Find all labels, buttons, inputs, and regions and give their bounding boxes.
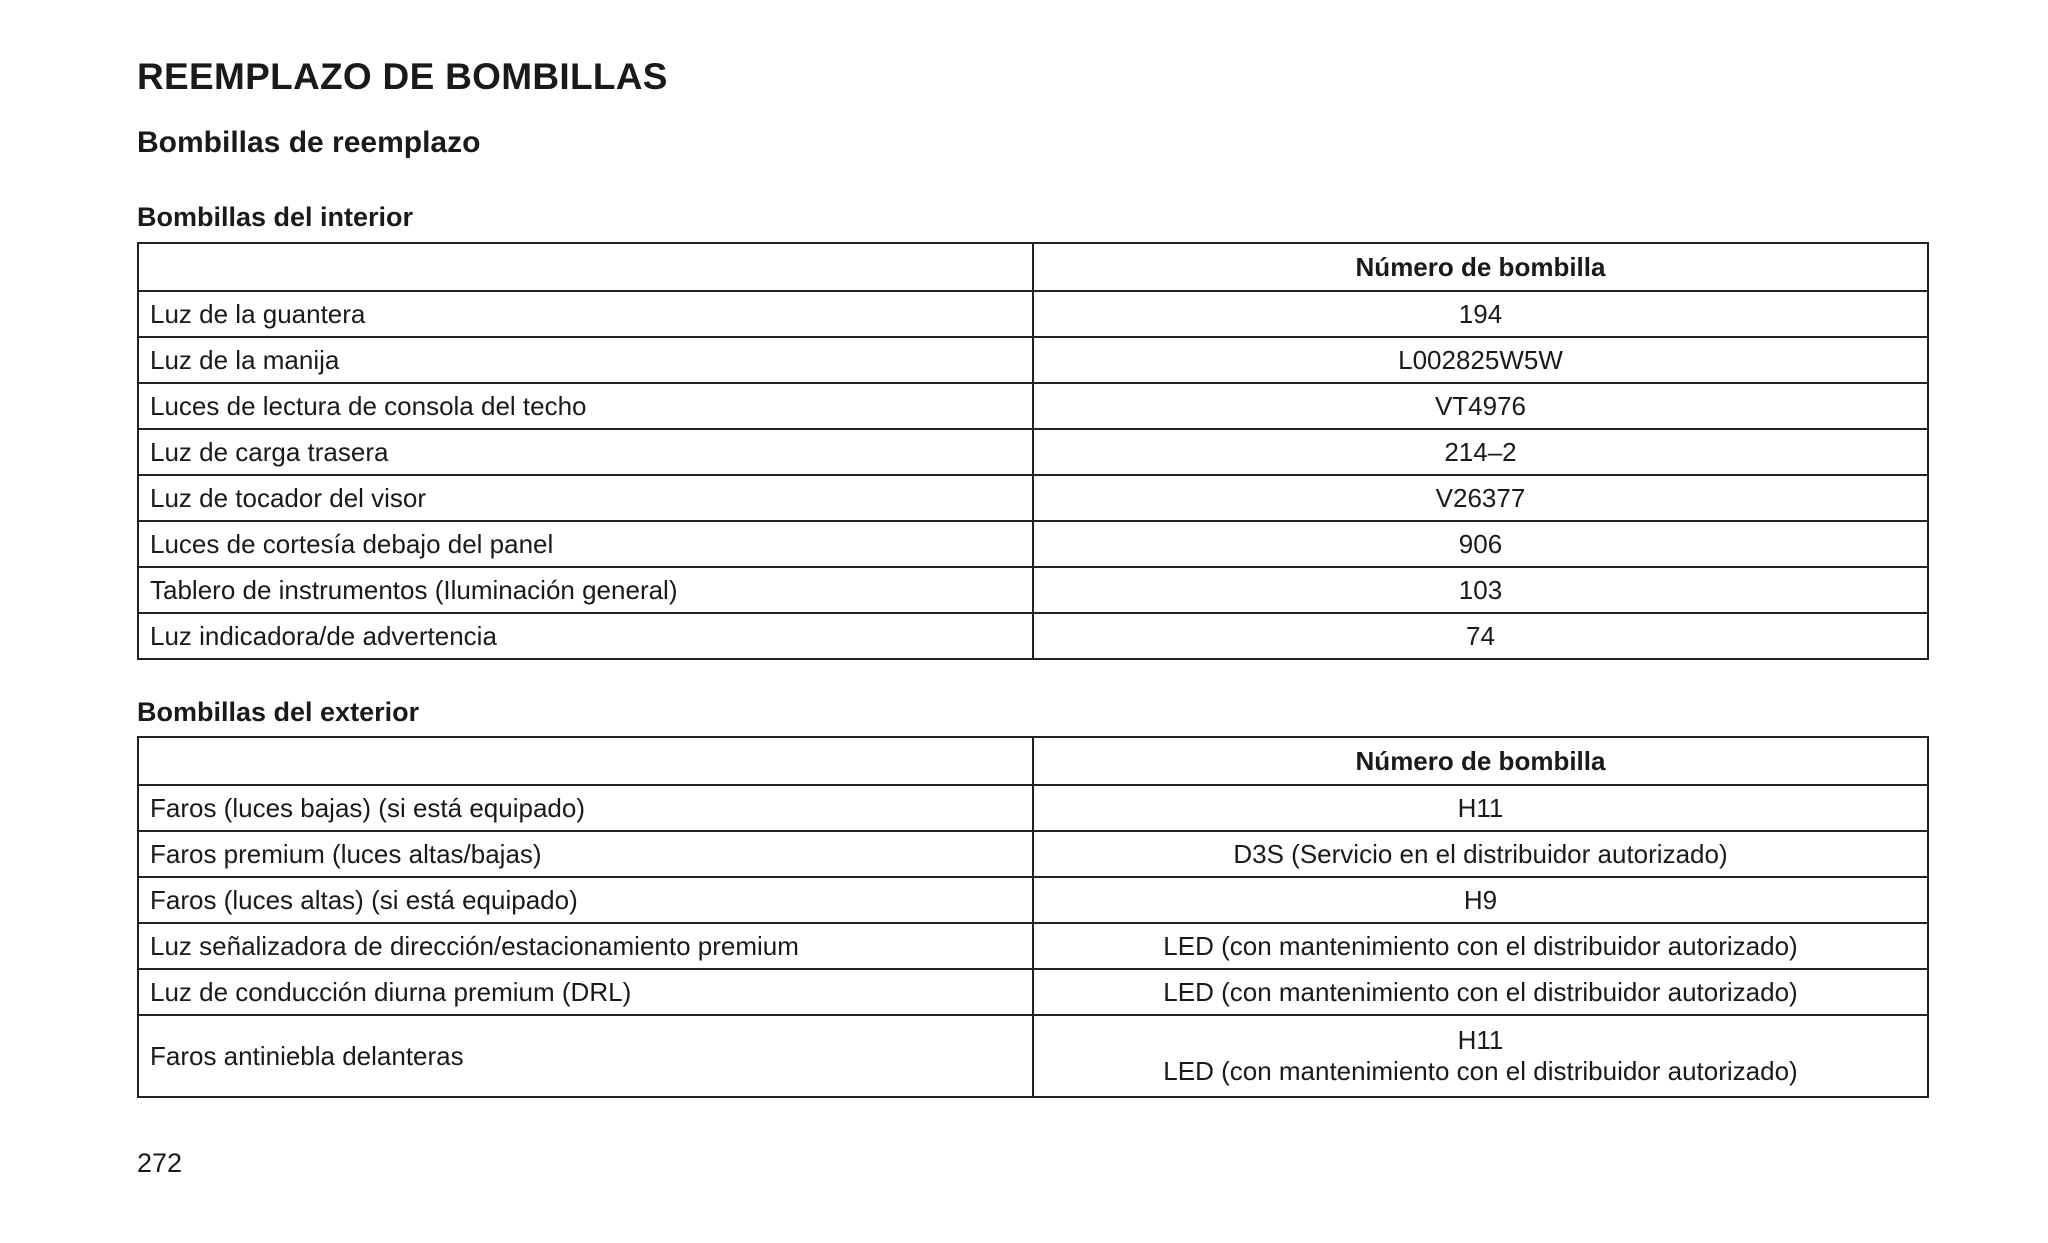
bulb-name-cell: Luces de lectura de consola del techo — [138, 383, 1033, 429]
bulb-name-cell: Luz de la manija — [138, 337, 1033, 383]
table-row — [138, 521, 1928, 567]
bulb-number-line: LED (con mantenimiento con el distribuidor autorizado) — [1163, 1056, 1798, 1086]
table-row — [138, 613, 1928, 659]
table-row — [138, 831, 1928, 877]
bulb-name-cell: Luz de tocador del visor — [138, 475, 1033, 521]
table-row — [138, 923, 1928, 969]
bulb-name-cell: Luz indicadora/de advertencia — [138, 613, 1033, 659]
bulb-number-cell: H9 — [1033, 877, 1928, 923]
column-header-bulb-number: Número de bombilla — [1033, 737, 1928, 785]
bulb-number-cell: 906 — [1033, 521, 1928, 567]
column-header-item — [138, 737, 1033, 785]
bulb-number-cell: 103 — [1033, 567, 1928, 613]
table-row — [138, 1015, 1928, 1097]
bulb-number-cell: 194 — [1033, 291, 1928, 337]
bulb-number-cell: 74 — [1033, 613, 1928, 659]
table-row — [138, 785, 1928, 831]
bulb-number-cell: V26377 — [1033, 475, 1928, 521]
bulb-number-cell: L002825W5W — [1033, 337, 1928, 383]
table-row — [138, 567, 1928, 613]
bulb-name-cell: Luz de conducción diurna premium (DRL) — [138, 969, 1033, 1015]
table-row — [138, 475, 1928, 521]
bulb-number-cell: D3S (Servicio en el distribuidor autorizado) — [1033, 831, 1928, 877]
bulb-number-cell: H11 — [1033, 785, 1928, 831]
bulb-number-cell: 214–2 — [1033, 429, 1928, 475]
interior-section-heading: Bombillas del interior — [137, 202, 414, 232]
bulb-number-cell: LED (con mantenimiento con el distribuidor autorizado) — [1033, 923, 1928, 969]
interior-bulbs-table — [137, 242, 1929, 660]
bulb-name-cell: Luz de la guantera — [138, 291, 1033, 337]
bulb-name-cell: Luces de cortesía debajo del panel — [138, 521, 1033, 567]
table-header-row — [138, 243, 1928, 291]
bulb-number-line: H11 — [1457, 1025, 1504, 1055]
table-row — [138, 291, 1928, 337]
column-header-item — [138, 243, 1033, 291]
bulb-name-cell: Faros premium (luces altas/bajas) — [138, 831, 1033, 877]
bulb-name-cell: Luz de carga trasera — [138, 429, 1033, 475]
table-header-row — [138, 737, 1928, 785]
table-row — [138, 429, 1928, 475]
exterior-bulbs-table — [137, 736, 1929, 1098]
bulb-number-cell: LED (con mantenimiento con el distribuidor autorizado) — [1033, 969, 1928, 1015]
bulb-name-cell: Tablero de instrumentos (Iluminación general) — [138, 567, 1033, 613]
page-subtitle: Bombillas de reemplazo — [137, 126, 481, 159]
bulb-number-cell: VT4976 — [1033, 383, 1928, 429]
bulb-name-cell: Faros (luces altas) (si está equipado) — [138, 877, 1033, 923]
bulb-name-cell: Luz señalizadora de dirección/estacionamiento premium — [138, 923, 1033, 969]
bulb-number-cell — [1033, 1015, 1928, 1097]
table-row — [138, 877, 1928, 923]
column-header-bulb-number: Número de bombilla — [1033, 243, 1928, 291]
bulb-name-cell: Faros antiniebla delanteras — [138, 1015, 1033, 1097]
table-row — [138, 337, 1928, 383]
bulb-name-cell: Faros (luces bajas) (si está equipado) — [138, 785, 1033, 831]
page-title: REEMPLAZO DE BOMBILLAS — [137, 56, 668, 97]
table-row — [138, 969, 1928, 1015]
table-row — [138, 383, 1928, 429]
page-number: 272 — [137, 1148, 183, 1178]
exterior-section-heading: Bombillas del exterior — [137, 697, 420, 727]
